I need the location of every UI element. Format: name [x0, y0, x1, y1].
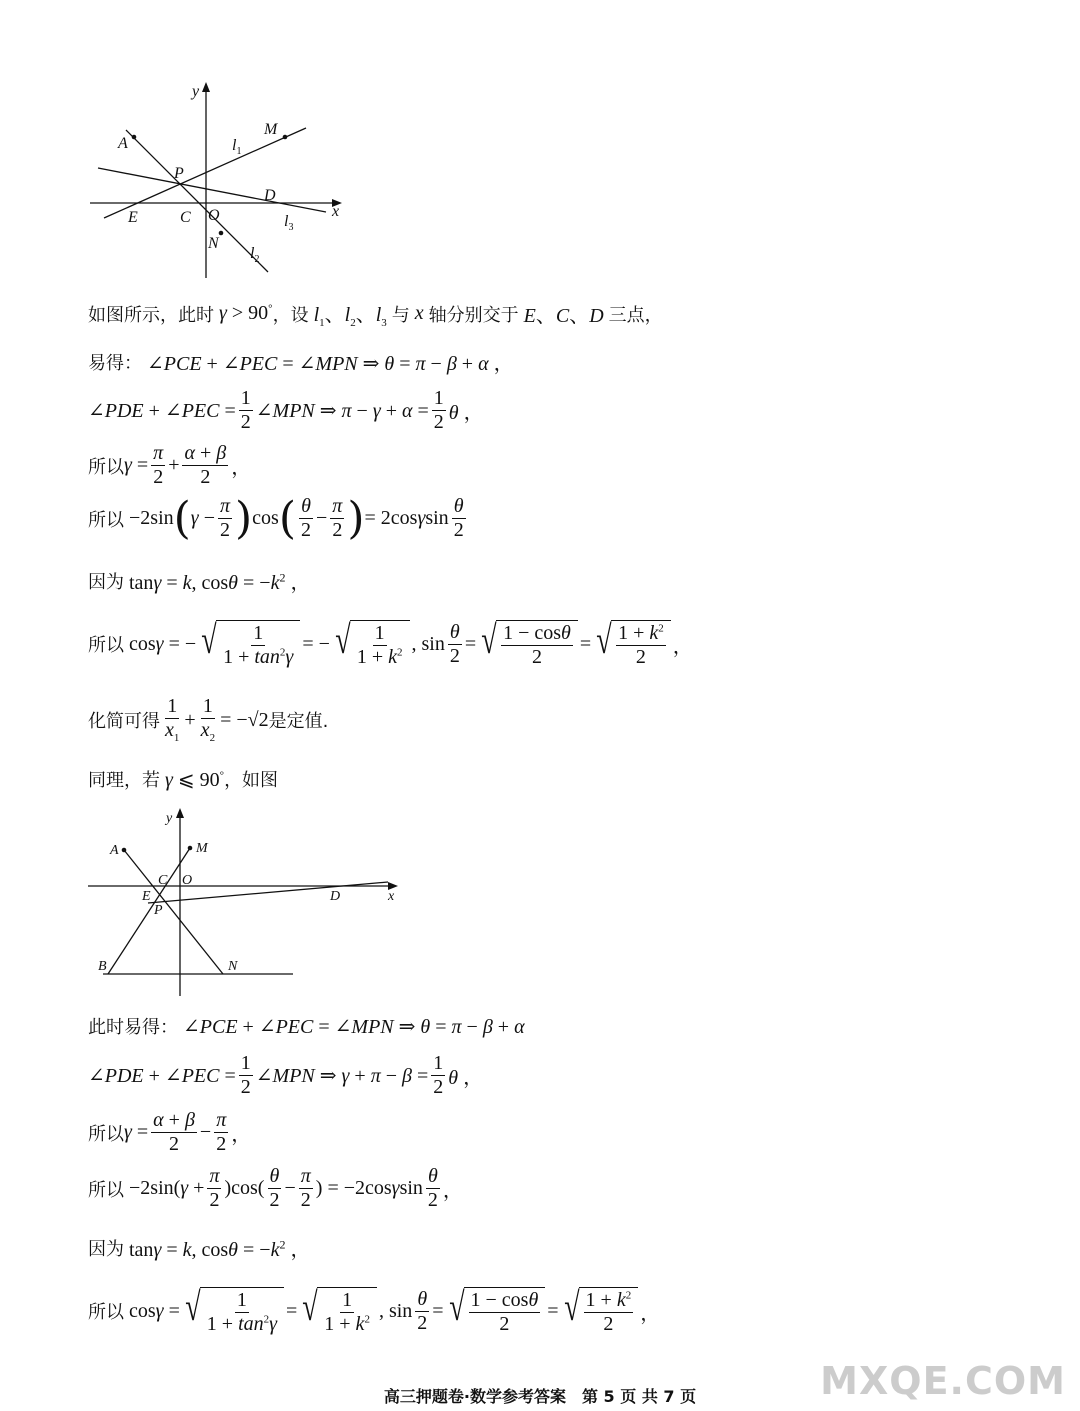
- text-line-10: 此时易得： ∠PCE + ∠PEC = ∠MPN ⇒ θ = π − β + α: [88, 1015, 525, 1038]
- fig2-label-p: P: [154, 903, 163, 918]
- fig1-label-l2: $l_2$: [250, 245, 260, 265]
- fig1-label-a: A: [118, 135, 128, 152]
- fig2-label-c: C: [158, 873, 168, 888]
- text-line-6: 因为 tanγ = k, $\cos\theta = -k^2$ ，: [88, 570, 311, 594]
- text-line-5: 所以 −2sin ( γ − $\frac{\pi}{2}$ ) cos ( $\frac{\theta}{2}$ − $\frac{\pi}{2}$ ) = 2cosγsin $\frac{\theta}{2}$: [88, 492, 464, 544]
- fig1-label-d: D: [264, 187, 276, 204]
- fig2-label-y: y: [166, 811, 173, 826]
- fig2-label-m: M: [196, 841, 208, 856]
- fig2-label-o: O: [182, 873, 193, 888]
- fig2-label-x: x: [388, 889, 395, 904]
- text-line-9: 同理，若 γ ⩽ 90° ，如图: [88, 768, 279, 791]
- fig1-label-o: O: [208, 207, 220, 224]
- figure-2-diagram: [88, 808, 408, 998]
- text-line-15: 所以 cosγ = √ $\frac{1}{1 + \tan^2\gamma}$ = √ $\frac{1}{1 + k^2}$ , sin $\frac{\theta}{2}$ = √ $\frac{1 - \cos\theta}{2}$ = √ $\frac{1 + k^2}{2}$ ，: [88, 1284, 661, 1335]
- text-line-11: ∠PDE + ∠PEC = $\frac{1}{2}$ ∠MPN ⇒ γ + π − β = $\frac{1}{2}$ θ ，: [88, 1052, 484, 1098]
- page-footer: 高三押题卷·数学参考答案 第 5 页 共 7 页: [383, 1387, 697, 1406]
- fig1-label-x: x: [332, 203, 340, 220]
- fig2-label-n: N: [228, 959, 238, 974]
- text-line-8: 化简可得 $\frac{1}{x_1}$ + $\frac{1}{x_2}$ = −√2 是定值.: [88, 695, 329, 744]
- text-line-12: 所以 γ = $\frac{\alpha + \beta}{2}$ − $\frac{\pi}{2}$ ，: [88, 1109, 252, 1155]
- fig2-label-b: B: [98, 959, 107, 974]
- fig1-label-m: M: [264, 121, 278, 138]
- fig1-label-c: C: [180, 209, 191, 226]
- text-line-3: ∠PDE + ∠PEC = $\frac{1}{2}$ ∠MPN ⇒ π − γ + α = $\frac{1}{2}$ θ ，: [88, 387, 484, 433]
- fig1-label-n: N: [208, 235, 219, 252]
- text-line-7: 所以 cosγ = − √ $\frac{1}{1 + \tan^2\gamma}$ = − √ $\frac{1}{1 + k^2}$ , sin $\frac{\theta}{2}$ = √ $\frac{1 - \cos\theta}{2}$ = √ $\frac{1 + k^2}{2}$ ，: [88, 617, 693, 668]
- watermark-logo: MXQE.COM: [820, 1359, 1066, 1403]
- text-line-14: 因为 tanγ = k, $\cos\theta = -k^2$ ，: [88, 1237, 311, 1261]
- fig1-label-l1: $l_1$: [232, 137, 242, 157]
- text-line-13: 所以 −2sin(γ + $\frac{\pi}{2}$ )cos( $\frac{\theta}{2}$ − $\frac{\pi}{2}$ ) = −2cosγsin $\frac{\theta}{2}$ ，: [88, 1165, 463, 1211]
- fig1-label-e: E: [128, 209, 138, 226]
- fig2-label-d: D: [330, 889, 341, 904]
- fig2-label-e: E: [142, 889, 151, 904]
- fig1-label-y: y: [192, 83, 200, 100]
- fig1-label-p: P: [174, 165, 184, 182]
- figure-1-diagram: [88, 82, 348, 282]
- text-line-1: 如图所示，此时 γ > 90° ，设 $l_1$、$l_2$、$l_3$ 与 x 轴分别交于 E、C、D 三点，: [88, 302, 663, 329]
- text-line-2: 易得： ∠PCE + ∠PEC = ∠MPN ⇒ θ = π − β + α ，: [88, 352, 514, 375]
- text-line-4: 所以 γ = $\frac{\pi}{2}$ + $\frac{\alpha + \beta}{2}$ ，: [88, 442, 252, 488]
- fig1-label-l3: $l_3$: [284, 213, 294, 233]
- fig2-label-a: A: [110, 843, 119, 858]
